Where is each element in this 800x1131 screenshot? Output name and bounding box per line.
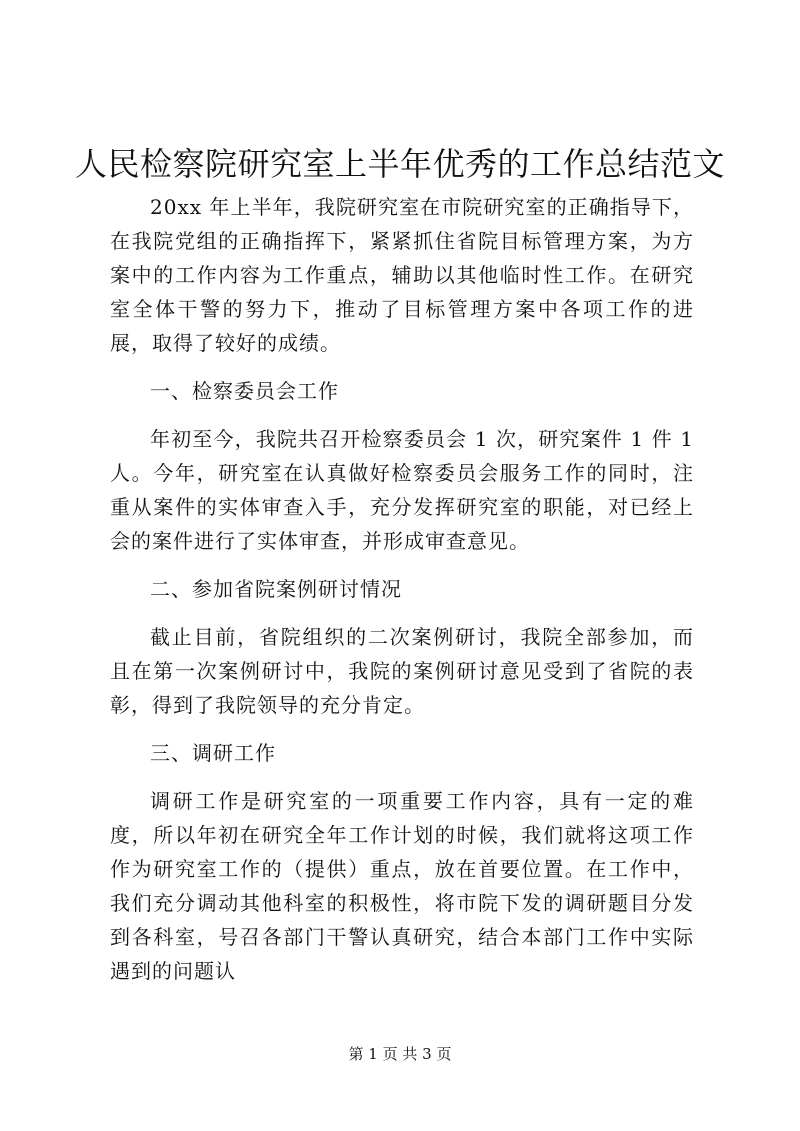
document-body [110,190,694,988]
section-heading-2: 二、参加省院案例研讨情况 [150,577,402,601]
page-footer: 第 1 页 共 3 页 [348,1045,452,1063]
section-heading-1: 一、检察委员会工作 [150,379,339,403]
section-paragraph-2: 截止目前，省院组织的二次案例研讨，我院全部参加，而且在第一次案例研讨中，我院的案例研讨意见受到了省院的表彰，得到了我院领导的充分肯定。 [110,625,694,717]
section-paragraph-3: 调研工作是研究室的一项重要工作内容，具有一定的难度，所以年初在研究全年工作计划的时候，我们就将这项工作作为研究室工作的（提供）重点，放在首要位置。在工作中，我们充分调动其他科室的积极性，将市院下发的调研题目分发到各科室，号召各部门干警认真研究，结合本部门工作中实际遇到的问题认 [110,789,694,983]
section-heading-3: 三、调研工作 [150,741,276,765]
page-title: 人民检察院研究室上半年优秀的工作总结范文 [74,145,725,183]
section-paragraph-1: 年初至今，我院共召开检察委员会 1 次，研究案件 1 件 1 人。今年，研究室在认真做好检察委员会服务工作的同时，注重从案件的实体审查入手，充分发挥研究室的职能，对已经上会的案件进行了实体审查，并形成审查意见。 [110,427,694,553]
intro-paragraph: 20xx 年上半年，我院研究室在市院研究室的正确指导下，在我院党组的正确指挥下，紧紧抓住省院目标管理方案，为方案中的工作内容为工作重点，辅助以其他临时性工作。在研究室全体干警的努力下，推动了目标管理方案中各项工作的进展，取得了较好的成绩。 [110,195,694,355]
